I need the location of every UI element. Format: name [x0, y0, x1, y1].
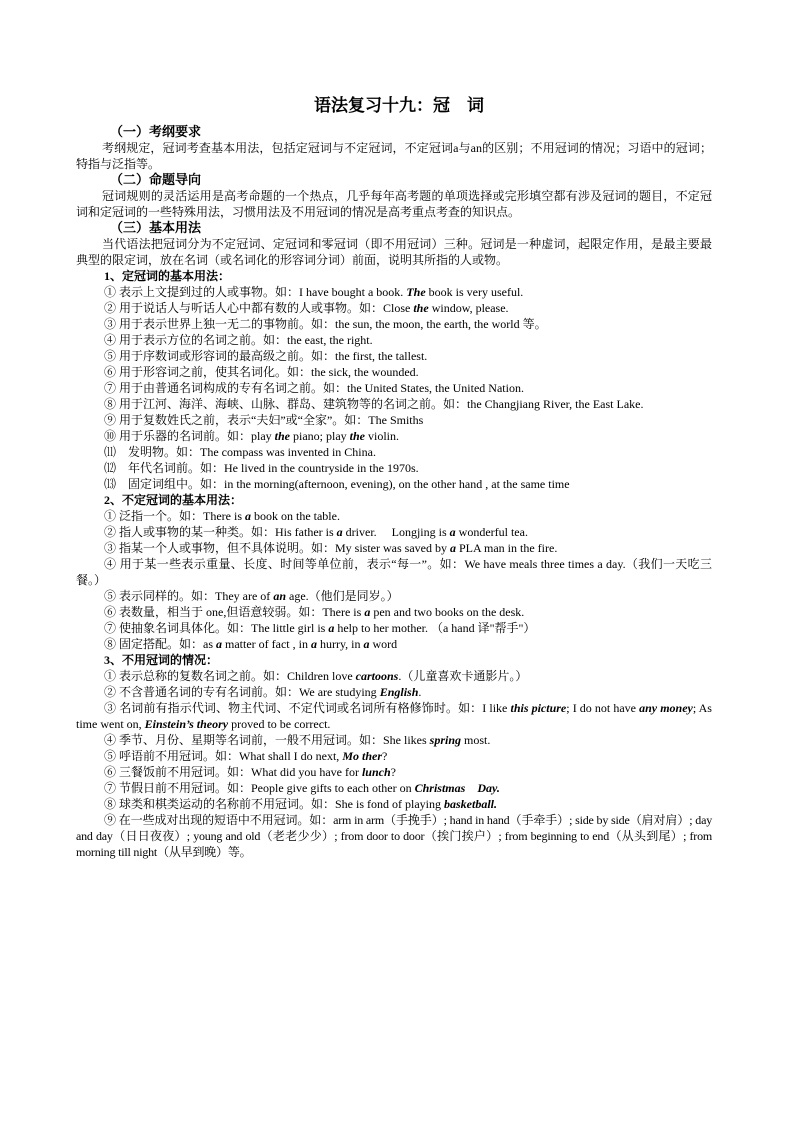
list-item: ⑿ 年代名词前。如：He lived in the countryside in the 1970s. — [104, 461, 419, 475]
section-heading-usage: （三）基本用法 — [110, 220, 202, 235]
list-item: ⑤ 呼语前不用冠词。如：What shall I do next, Mo ther? — [104, 749, 388, 763]
list-item: ⑧ 固定搭配。如：as a matter of fact , in a hurry, in a word — [104, 637, 398, 651]
document-page — [76, 96, 712, 860]
paragraph-orientation: 冠词规则的灵活运用是高考命题的一个热点，几乎每年高考题的单项选择或完形填空都有涉及冠词的题目，不定冠词和定冠词的一些特殊用法，习惯用法及不用冠词的情况是高考重点考查的知识点。 — [76, 189, 712, 219]
list-item: ⑤ 表示同样的。如：They are of an age.（他们是同岁。） — [104, 589, 399, 603]
list-item: ③ 用于表示世界上独一无二的事物前。如：the sun, the moon, the earth, the world 等。 — [104, 317, 547, 331]
list-item: ⑦ 用于由普通名词构成的专有名词之前。如：the United States, the United Nation. — [104, 381, 524, 395]
list-item: ⒀ 固定词组中。如：in the morning(afternoon, evening), on the other hand , at the same time — [104, 477, 570, 491]
list-item: ⑥ 三餐饭前不用冠词。如：What did you have for lunch? — [104, 765, 396, 779]
list-item: ⑩ 用于乐器的名词前。如：play the piano; play the violin. — [104, 429, 400, 443]
subheading-definite-article: 1、定冠词的基本用法： — [104, 269, 231, 283]
paragraph-usage-intro: 当代语法把冠词分为不定冠词、定冠词和零冠词（即不用冠词）三种。冠词是一种虚词，起限定作用，是最主要最典型的限定词，放在名词（或名词化的形容词分词）前面，说明其所指的人或物。 — [76, 237, 712, 267]
list-item: ⑦ 节假日前不用冠词。如：People give gifts to each other on Christmas Day. — [104, 781, 500, 795]
list-item: ⑤ 用于序数词或形容词的最高级之前。如：the first, the tallest. — [104, 349, 428, 363]
list-item: ⑾ 发明物。如：The compass was invented in China. — [104, 445, 376, 459]
list-item: ⑨ 在一些成对出现的短语中不用冠词。如：arm in arm（手挽手）; hand in hand（手牵手）; side by side（肩对肩）; day and day（日日夜夜）; young and old（老老少少）; from door to door（挨门挨户）; from beginning to end（从头到尾）; from morning till night（从早到晚）等。 — [76, 813, 712, 859]
list-item: ⑦ 使抽象名词具体化。如：The little girl is a help to her mother. （a hand 译"帮手"） — [104, 621, 536, 635]
list-item: ① 表示上文提到过的人或事物。如：I have bought a book. The book is very useful. — [104, 285, 524, 299]
subheading-zero-article: 3、不用冠词的情况： — [104, 653, 219, 667]
list-item: ① 表示总称的复数名词之前。如：Children love cartoons.（儿童喜欢卡通影片。） — [104, 669, 528, 683]
list-item: ⑧ 用于江河、海洋、海峡、山脉、群岛、建筑物等的名词之前。如：the Changjiang River, the East Lake. — [104, 397, 644, 411]
list-item: ① 泛指一个。如：There is a book on the table. — [104, 509, 340, 523]
paragraph-requirements: 考纲规定，冠词考查基本用法，包括定冠词与不定冠词，不定冠词a与an的区别；不用冠词的情况；习语中的冠词；特指与泛指等。 — [76, 141, 712, 171]
list-item: ④ 季节、月份、星期等名词前，一般不用冠词。如：She likes spring most. — [104, 733, 491, 747]
list-item: ③ 名词前有指示代词、物主代词、不定代词或名词所有格修饰时。如：I like this picture; I do not have any money; As time went on, Einstein’s theory proved to be correct. — [76, 701, 712, 731]
list-item: ② 用于说话人与听话人心中都有数的人或事物。如：Close the window, please. — [104, 301, 509, 315]
section-heading-requirements: （一）考纲要求 — [110, 124, 202, 139]
list-item: ⑥ 表数量，相当于 one,但语意较弱。如：There is a pen and two books on the desk. — [104, 605, 525, 619]
list-item: ③ 指某一个人或事物，但不具体说明。如：My sister was saved by a PLA man in the fire. — [104, 541, 558, 555]
subheading-indefinite-article: 2、不定冠词的基本用法： — [104, 493, 243, 507]
list-item: ⑨ 用于复数姓氏之前，表示“夫妇”或“全家”。如：The Smiths — [104, 413, 424, 427]
list-item: ⑧ 球类和棋类运动的名称前不用冠词。如：She is fond of playing basketball. — [104, 797, 497, 811]
section-heading-orientation: （二）命题导向 — [110, 172, 202, 187]
list-item: ④ 用于表示方位的名词之前。如：the east, the right. — [104, 333, 373, 347]
page-title: 语法复习十九：冠 词 — [314, 96, 484, 115]
list-item: ② 不含普通名词的专有名词前。如：We are studying English. — [104, 685, 422, 699]
list-item: ② 指人或事物的某一种类。如：His father is a driver. Longjing is a wonderful tea. — [104, 525, 528, 539]
list-item: ④ 用于某一些表示重量、长度、时间等单位前，表示“每一”。如：We have meals three times a day.（我们一天吃三餐。） — [76, 557, 712, 587]
list-item: ⑥ 用于形容词之前，使其名词化。如：the sick, the wounded. — [104, 365, 419, 379]
